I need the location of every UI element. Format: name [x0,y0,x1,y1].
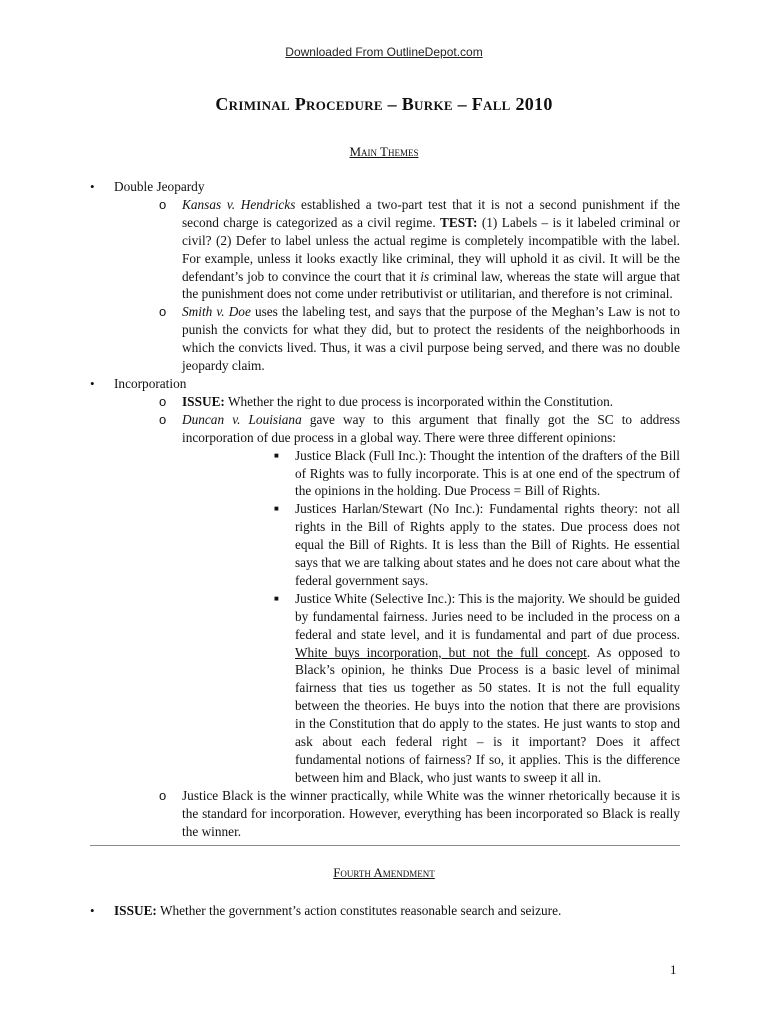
list-item-smith [114,303,680,375]
list-item-double-jeopardy [90,178,680,375]
list-item-issue [114,393,680,411]
list-item-winner [114,787,680,841]
square-bullet-icon: ■ [274,593,279,603]
list-item-justice-black [182,447,680,501]
body-text: gave way to this argument that finally got the SC to address incorporation of due process in a global way. There were three different opinions: [182,411,681,445]
case-name: Duncan v. Louisiana [182,411,302,427]
page-title: Criminal Procedure – Burke – Fall 2010 [215,94,553,114]
body-text: . As opposed to Black’s opinion, he thinks Due Process is a basic level of minimal fairness that ties us together as 50 states. It is not the full equality between the theories. He buys into the notion that there are provisions in the Constitution that do apply to the states. He just wants to stop and ask about each federal right – is it important? Does it affect fundamental notions of fairness? If so, it applies. This is the difference between him and Black, who just wants to sweep it all in. [295,644,680,785]
circle-bullet-icon: o [159,411,167,427]
test-label: TEST: [440,214,478,230]
circle-bullet-icon: o [159,787,167,803]
bullet-icon: • [90,903,95,918]
body-text: established a two-part test that it is not a second punishment if the second charge is categorized as a civil regime. [182,196,680,230]
body-text: (1) Labels – is it labeled criminal or civil? (2) Defer to label unless the actual regime is completely incompatible with the label. For example, unless it looks exactly like criminal, they will uphold it as civil. It will be the defendant’s job to convince the court that it [182,214,680,284]
issue-label: ISSUE: [182,393,225,409]
list-item-justice-white [182,590,680,787]
fourth-amendment-outline [90,902,680,920]
underlined-text: White buys incorporation, but not the full concept [295,644,587,660]
topic-label: Double Jeopardy [114,179,205,194]
body-text: Justices Harlan/Stewart (No Inc.): Fundamental rights theory: not all rights in the Bill of Rights apply to the states. Due process does not equal the Bill of Rights. It is less than the Bill of Rights. He essential says that we are talking about states and he does not care about what the federal government says. [295,501,680,588]
section-divider [90,845,680,846]
bullet-icon: • [90,179,95,194]
circle-bullet-icon: o [159,393,167,409]
body-text: Whether the government’s action constitutes reasonable search and seizure. [156,903,562,918]
case-name: Smith v. Doe [182,304,251,320]
list-item-duncan [114,411,680,787]
square-bullet-icon: ■ [274,450,279,460]
circle-bullet-icon: o [159,196,167,212]
list-item-incorporation [90,375,680,841]
topic-label: Incorporation [114,375,187,391]
circle-bullet-icon: o [159,304,167,320]
square-bullet-icon: ■ [274,504,279,514]
main-themes-outline [90,178,680,841]
list-item-justices-harlan-stewart [182,500,680,590]
page-number: 1 [670,962,677,977]
case-name: Kansas v. Hendricks [182,196,296,212]
emphasis-text: is [420,268,430,284]
bullet-icon: • [90,375,95,391]
list-item-fourth-issue [90,902,680,920]
section-heading-fourth-amendment: Fourth Amendment [333,865,435,880]
body-text: Justice Black is the winner practically, while White was the winner rhetorically because it is the standard for incorporation. However, everything has been incorporated so Black is really the winner. [182,787,680,839]
source-header[interactable]: Downloaded From OutlineDepot.com [285,45,483,59]
body-text: criminal law, whereas the state will argue that the punishment does not come under retributivist or utilitarian, and therefore is not criminal. [182,268,680,302]
body-text: uses the labeling test, and says that the purpose of the Meghan’s Law is not to punish the convicts for what they did, but to protect the residents of the neighborhoods in which the convicts lived. Thus, it was a civil purpose being served, and there was no double jeopardy claim. [182,304,680,374]
list-item-kansas [114,196,680,303]
section-heading-main-themes: Main Themes [349,144,419,159]
body-text: Whether the right to due process is incorporated within the Constitution. [224,393,614,409]
body-text: Justice White (Selective Inc.): This is the majority. We should be guided by fundamental fairness. Juries need to be included in the process on a federal and state level, and it is fundamental and part of due process. [295,590,680,642]
issue-label: ISSUE: [114,903,157,918]
body-text: Justice Black (Full Inc.): Thought the intention of the drafters of the Bill of Rights was to fully incorporate. This is at one end of the spectrum of the opinions in the holding. Due Process = Bill of Rights. [295,447,680,499]
